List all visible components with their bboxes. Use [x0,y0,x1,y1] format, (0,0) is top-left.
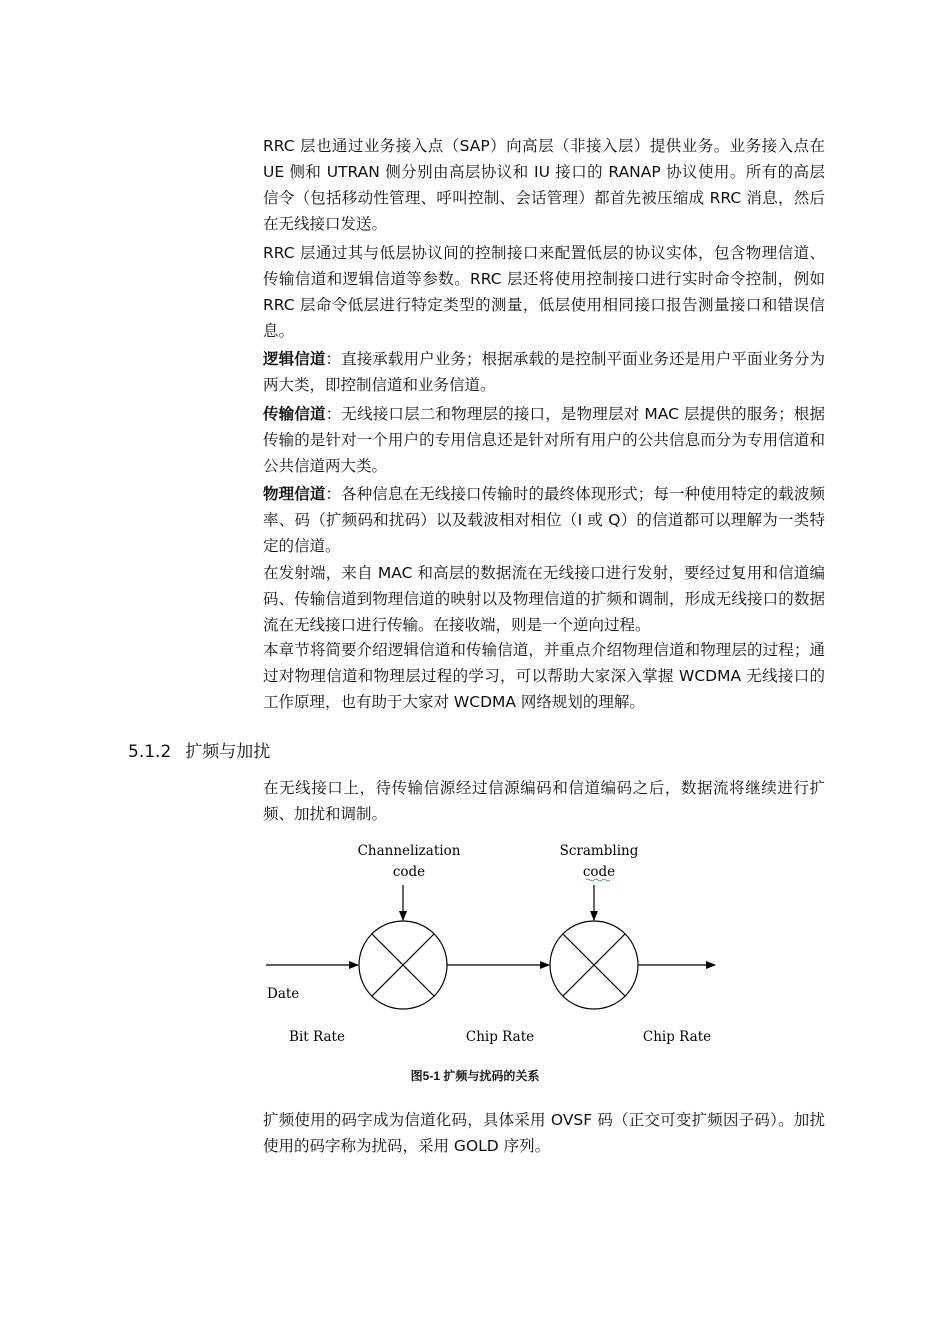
paragraph-transport-channel: 传输信道：无线接口层二和物理层的接口，是物理层对 MAC 层提供的服务；根据传输的是针对一个用户的专用信息还是针对所有用户的公共信息而分为专用信道和公共信道两大类。 [263,405,825,475]
paragraph-code-description: 扩频使用的码字成为信道化码，具体采用 OVSF 码（正交可变扩频因子码）。加扰使用的码字称为扰码，采用 GOLD 序列。 [263,1111,825,1155]
section-title: 扩频与加扰 [185,742,271,762]
channelization-label-line1: Channelization [357,843,461,859]
paragraph-logical-channel: 逻辑信道：直接承载用户业务；根据承载的是控制平面业务还是用户平面业务分为两大类，即控制信道和业务信道。 [263,350,825,394]
input-label: Date [267,986,300,1002]
section-number: 5.1.2 [128,742,172,762]
scrambling-multiplier [550,921,638,1009]
paragraph-rrc-control: RRC 层通过其与低层协议间的控制接口来配置低层的协议实体，包含物理信道、传输信道和逻辑信道等参数。RRC 层还将使用控制接口进行实时命令控制，例如 RRC 层命令低层进行特定类型的测量，低层使用相同接口报告测量接口和错误信息。 [263,244,825,340]
paragraph-chapter-intro: 本章节将简要介绍逻辑信道和传输信道，并重点介绍物理信道和物理层的过程；通过对物理信道和物理层过程的学习，可以帮助大家深入掌握 WCDMA 无线接口的工作原理，也有助于大家对 WCDMA 网络规划的理解。 [263,641,825,711]
channelization-label-line2: code [392,864,426,880]
bit-rate-label: Bit Rate [289,1029,345,1045]
paragraph-spread-intro: 在无线接口上，待传输信源经过信源编码和信道编码之后，数据流将继续进行扩频、加扰和调制。 [263,779,825,823]
scrambling-label-line1: Scrambling [559,843,639,859]
paragraph-transmit: 在发射端，来自 MAC 和高层的数据流在无线接口进行发射，要经过复用和信道编码、传输信道到物理信道的映射以及物理信道的扩频和调制，形成无线接口的数据流在无线接口进行传输。在接收端，则是一个逆向过程。 [263,564,825,634]
chip-rate-mid-label: Chip Rate [465,1029,535,1045]
scrambling-label-line2: code [582,864,616,880]
paragraph-rrc-sap: RRC 层也通过业务接入点（SAP）向高层（非接入层）提供业务。业务接入点在 UE 侧和 UTRAN 侧分别由高层协议和 IU 接口的 RANAP 协议使用。所有的高层信令（包括移动性管理、呼叫控制、会话管理）都首先被压缩成 RRC 消息，然后在无线接口发送。 [263,137,825,233]
spreading-multiplier [359,921,447,1009]
figure-caption: 图5-1 扩频与扰码的关系 [410,1069,540,1083]
chip-rate-out-label: Chip Rate [642,1029,712,1045]
paragraph-physical-channel: 物理信道：各种信息在无线接口传输时的最终体现形式；每一种使用特定的载波频率、码（扩频码和扰码）以及载波相对相位（I 或 Q）的信道都可以理解为一类特定的信道。 [263,485,825,555]
